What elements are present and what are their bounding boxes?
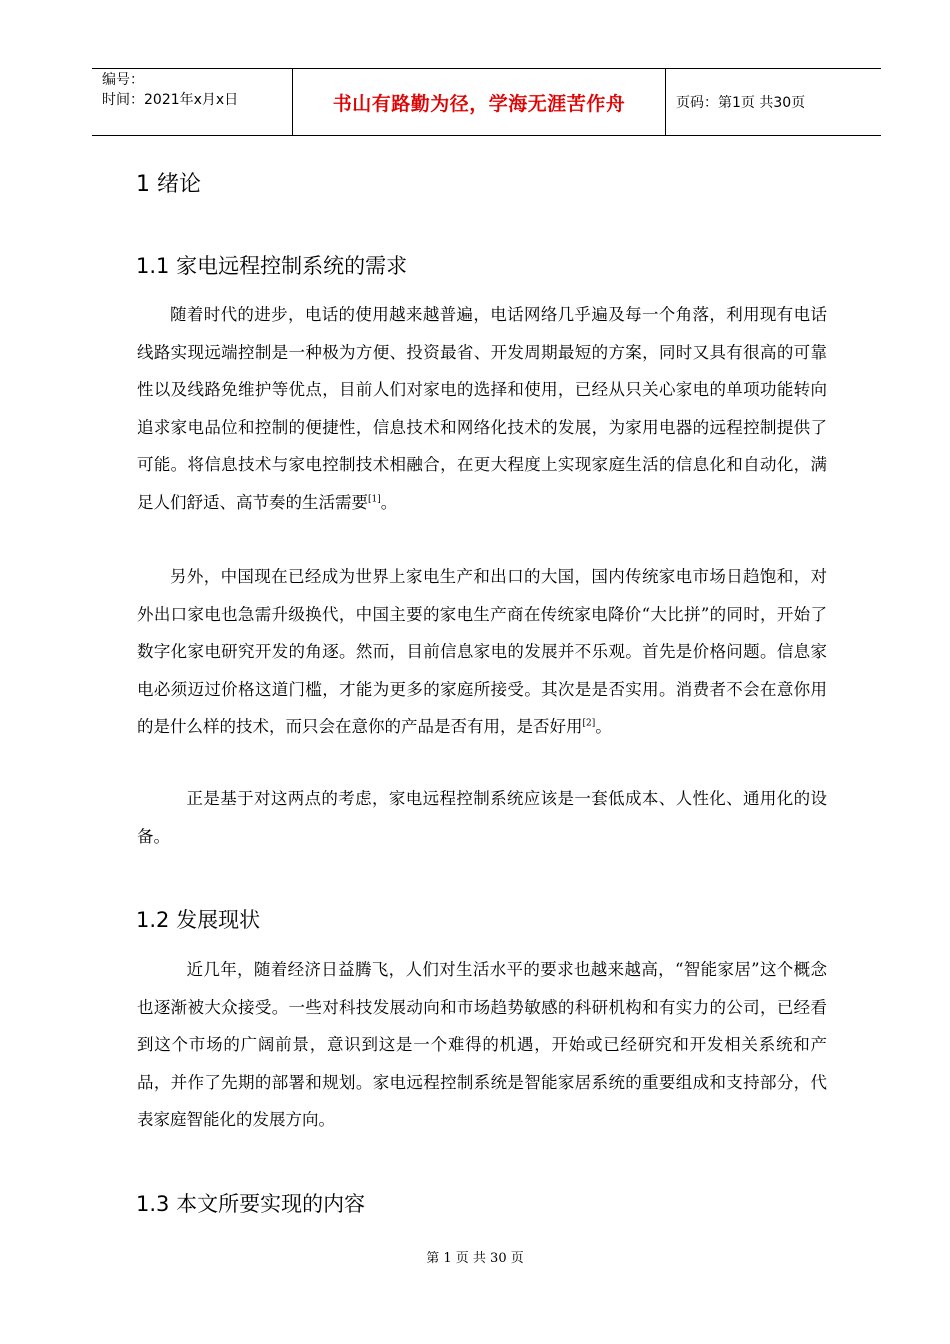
paragraph: 正是基于对这两点的考虑，家电远程控制系统应该是一套低成本、人性化、通用化的设备。 <box>137 789 827 846</box>
header-meta-cell <box>92 69 292 135</box>
header-page-cell <box>666 69 881 135</box>
paragraph: 近几年，随着经济日益腾飞，人们对生活水平的要求也越来越高，“智能家居”这个概念也逐渐被大众接受。一些对科技发展动向和市场趋势敏感的科研机构和有实力的公司，已经看到这个市场的广阔前景，意识到这是一个难得的机遇，开始或已经研究和开发相关系统和产品，并作了先期的部署和规划。家电远程控制系统是智能家居系统的重要组成和支持部分，代表家庭智能化的发展方向。 <box>137 960 827 1130</box>
section-title-1-3: 1.3 本文所要实现的内容 <box>136 1192 366 1216</box>
header-page-info: 页码：第1页 共30页 <box>676 95 806 111</box>
header-motto-cell <box>292 69 666 135</box>
header-motto: 书山有路勤为径，学海无涯苦作舟 <box>332 92 626 115</box>
section-title-1-2: 1.2 发展现状 <box>136 908 261 932</box>
paragraph: 另外，中国现在已经成为世界上家电生产和出口的大国，国内传统家电市场日趋饱和，对外出口家电也急需升级换代，中国主要的家电生产商在传统家电降价“大比拼”的同时，开始了数字化家电研究开发的角逐。然而，目前信息家电的发展并不乐观。首先是价格问题。信息家电必须迈过价格这道门槛，才能为更多的家庭所接受。其次是是否实用。消费者不会在意你用的是什么样的技术，而只会在意你的产品是否有用，是否好用[2]。 <box>137 567 827 737</box>
chapter-title: 1 绪论 <box>136 172 201 197</box>
page-footer: 第 1 页 共 30 页 <box>426 1251 524 1266</box>
citation-ref: [1] <box>368 494 381 505</box>
section-title-1-1: 1.1 家电远程控制系统的需求 <box>136 254 408 278</box>
citation-ref: [2] <box>582 718 596 729</box>
paragraph: 随着时代的进步，电话的使用越来越普遍，电话网络几乎遍及每一个角落，利用现有电话线路实现远端控制是一种极为方便、投资最省、开发周期最短的方案，同时又具有很高的可靠性以及线路免维护等优点，目前人们对家电的选择和使用，已经从只关心家电的单项功能转向追求家电品位和控制的便捷性，信息技术和网络化技术的发展，为家用电器的远程控制提供了可能。将信息技术与家电控制技术相融合，在更大程度上实现家庭生活的信息化和自动化，满足人们舒适、高节奏的生活需要[1]。 <box>137 305 827 512</box>
document-time-label: 时间：2021年x月x日 <box>102 92 239 108</box>
document-header <box>92 68 881 136</box>
document-number-label: 编号： <box>102 72 144 88</box>
